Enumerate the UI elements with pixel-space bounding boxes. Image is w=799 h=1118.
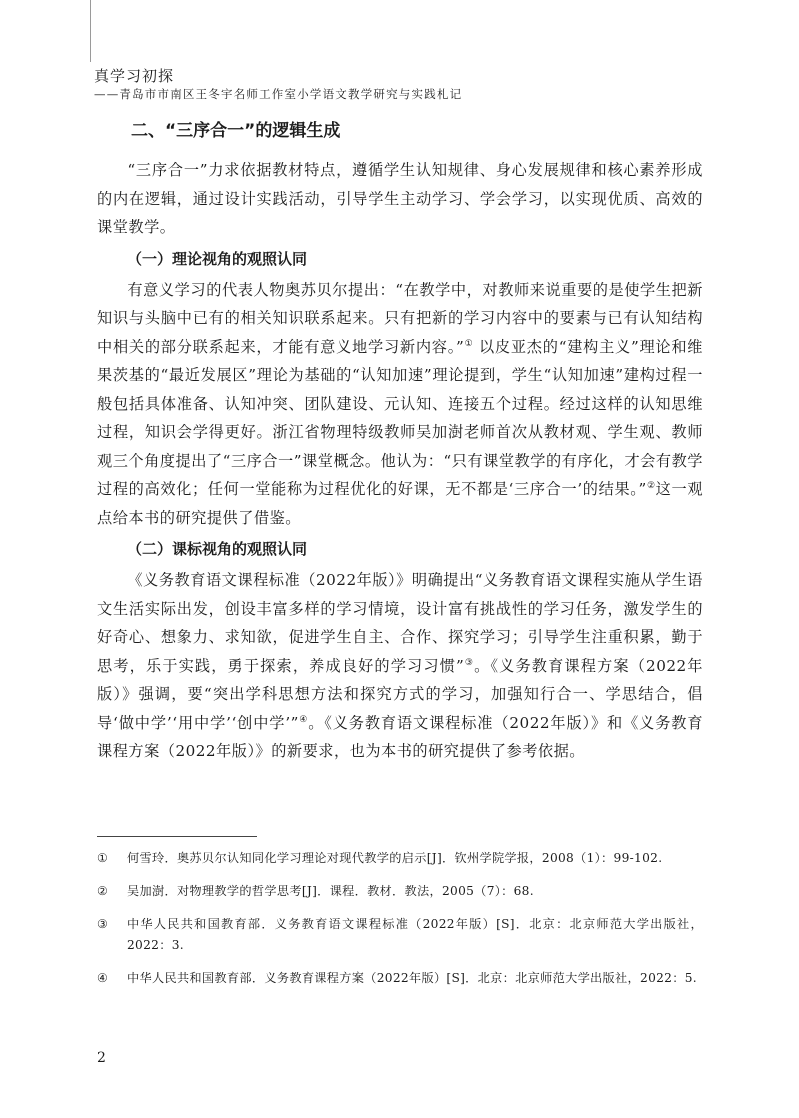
book-title: 真学习初探 [94, 67, 175, 85]
footnote-text: 吴加澍．对物理教学的哲学思考[J]．课程．教材．教法，2005（7）：68. [127, 884, 534, 898]
standard-text-a: 《义务教育语文课程标准（2022年版）》明确提出“义务教育语文课程实施从学生语文生活实际出发，创设丰富多样的学习情境，设计富有挑战性的学习任务，激发学生的好奇心、想象力、求知欲，促进学生自主、合作、探究学习；引导学生注重积累，勤于思考，乐于实践，勇于探索，养成良好的学习习惯” [97, 571, 703, 675]
book-subtitle: ——青岛市市南区王冬宇名师工作室小学语文教学研究与实践札记 [94, 87, 463, 101]
margin-rule [90, 0, 91, 62]
section-heading: 二、“三序合一”的逻辑生成 [131, 121, 341, 141]
footnote-item [97, 968, 703, 989]
footnote-ref-1: ① [464, 338, 474, 349]
footnote-mark: ③ [97, 917, 108, 931]
footnote-text: 何雪玲．奥苏贝尔认知同化学习理论对现代教学的启示[J]．钦州学院学报，2008（1）：99-102. [127, 851, 663, 865]
intro-paragraph: “三序合一”力求依据教材特点，遵循学生认知规律、身心发展规律和核心素养形成的内在逻辑，通过设计实践活动，引导学生主动学习、学会学习，以实现优质、高效的课堂教学。 [97, 161, 703, 236]
page-number: 2 [97, 1050, 106, 1066]
footnote-mark: ① [97, 851, 108, 865]
theory-paragraph [97, 276, 703, 533]
theory-text-a: 有意义学习的代表人物奥苏贝尔提出：“在教学中，对教师来说重要的是使学生把新知识与头脑中已有的相关知识联系起来。只有把新的学习内容中的要素与已有认知结构中相关的部分联系起来，才能有意义地学习新内容。” [97, 280, 703, 356]
footnote-ref-2: ② [646, 480, 656, 491]
standard-text-c: 。《义务教育语文课程标准（2022年版）》和《义务教育课程方案（2022年版）》的新要求，也为本书的研究提供了参考依据。 [97, 713, 704, 760]
footnotes [97, 848, 703, 1001]
subsection-heading-standard: （二）课标视角的观照认同 [127, 540, 308, 558]
footnote-text: 中华人民共和国教育部．义务教育课程方案（2022年版）[S]．北京：北京师范大学出版社，2022：5. [127, 971, 697, 985]
standard-text-b: 。《义务教育课程方案（2022年版）》强调，要“突出学科思想方法和探究方式的学习，加强知行合一、学思结合，倡导‘做中学’‘用中学’‘创中学’” [97, 656, 703, 732]
footnote-item [97, 848, 703, 869]
footnote-mark: ② [97, 884, 108, 898]
running-header [94, 66, 754, 102]
standard-paragraph [97, 566, 703, 766]
footnote-ref-3: ③ [464, 657, 475, 668]
footnote-divider [97, 836, 257, 837]
footnote-item [97, 881, 703, 902]
subsection-heading-theory: （一）理论视角的观照认同 [127, 249, 308, 268]
main-content [97, 118, 703, 770]
footnote-ref-4: ④ [298, 714, 309, 725]
theory-text-b: 以皮亚杰的“建构主义”理论和维果茨基的“最近发展区”理论为基础的“认知加速”理论提到，学生“认知加速”建构过程一般包括具体准备、认知冲突、团队建设、元认知、连接五个过程。经过这样的认知思维过程，知识会学得更好。浙江省物理特级教师吴加澍老师首次从教材观、学生观、教师观三个角度提出了“三序合一”课堂概念。他认为：“只有课堂教学的有序化，才会有教学过程的高效化；任何一堂能称为过程优化的好课，无不都是‘三序合一’的结果。” [97, 337, 703, 498]
footnote-item [97, 914, 703, 956]
footnote-text: 中华人民共和国教育部．义务教育语文课程标准（2022年版）[S]．北京：北京师范大学出版社，2022：3. [127, 917, 703, 952]
theory-text-c: 这一观点给本书的研究提供了借鉴。 [97, 480, 704, 527]
footnote-mark: ④ [97, 971, 108, 985]
